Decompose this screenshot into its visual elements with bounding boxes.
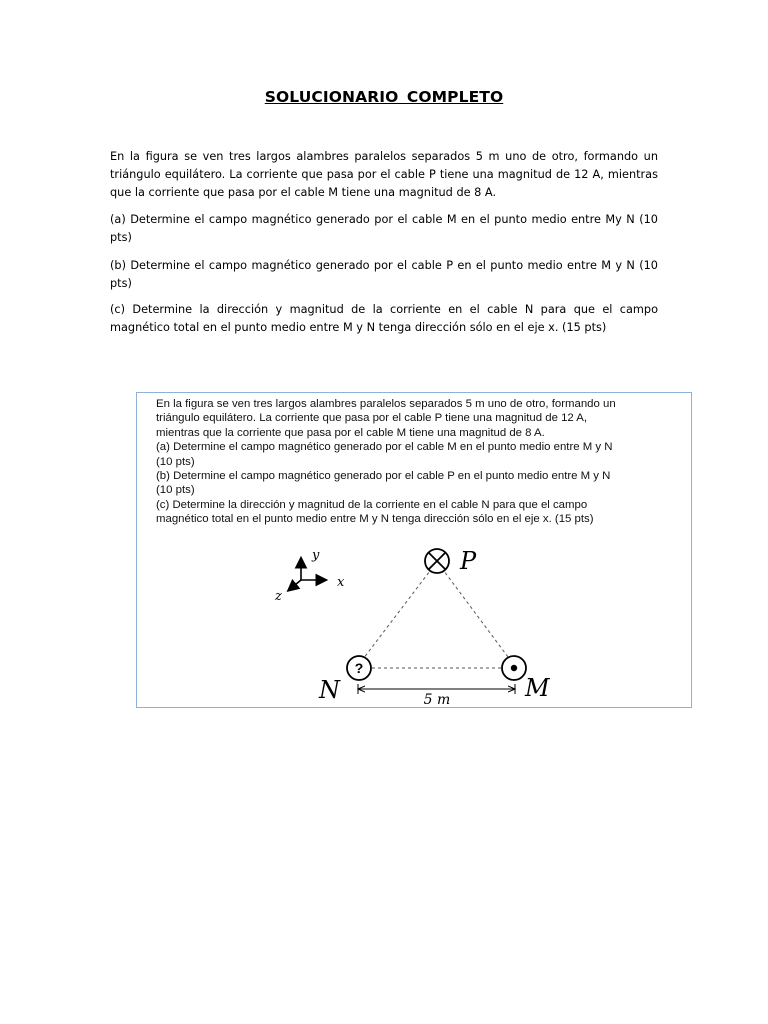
intro-paragraph (110, 148, 658, 202)
axes-icon (289, 559, 325, 590)
y-axis-label: y (312, 548, 320, 563)
figure-line: (10 pts) (156, 455, 195, 468)
document-title: SOLUCIONARIO COMPLETO (264, 88, 504, 106)
question-c (110, 301, 658, 337)
wire-p-label: P (460, 547, 477, 575)
figure-line: mientras que la corriente que pasa por el cable M tiene una magnitud de 8 A. (156, 426, 545, 439)
figure-line: magnético total en el punto medio entre M y N tenga dirección sólo en el eje x. (15 pts) (156, 513, 594, 526)
question-b (110, 257, 658, 293)
edge-pm (438, 563, 511, 661)
figure-line: triángulo equilátero. La corriente que pasa por el cable P tiene una magnitud de 12 A, (156, 412, 588, 425)
question-a-text: (a) Determine el campo magnético generado por el cable M en el punto medio entre My N (10 pts) (110, 213, 658, 244)
figure-line: (a) Determine el campo magnético generado por el cable M en el punto medio entre M y N (156, 441, 613, 454)
wire-m-label: M (525, 674, 550, 702)
wire-n-label: N (319, 676, 340, 704)
question-c-text: (c) Determine la dirección y magnitud de la corriente en el cable N para que el campo magnético total en el punto medio entre M y N tenga dirección sólo en el eje x. (15 pts) (110, 303, 658, 334)
question-b-text: (b) Determine el campo magnético generado por el cable P en el punto medio entre M y N (10 pts) (110, 259, 658, 290)
wire-n-unknown-symbol: ? (354, 660, 364, 676)
z-axis-label: z (275, 589, 282, 604)
figure-line: (c) Determine la dirección y magnitud de la corriente en el cable N para que el campo (156, 498, 588, 511)
distance-label: 5 m (423, 692, 451, 706)
wire-p-into-page-icon (425, 549, 449, 573)
x-axis-label: x (337, 575, 345, 590)
question-a (110, 211, 658, 247)
figure-line: (10 pts) (156, 484, 195, 497)
figure-line: En la figura se ven tres largos alambres paralelos separados 5 m uno de otro, formando un (156, 398, 616, 410)
intro-text: En la figura se ven tres largos alambres paralelos separados 5 m uno de otro, formando un triángulo equilátero. La corriente que pasa por el cable P tiene una magnitud de 12 A, mientras que la corriente que pasa por el cable M tiene una magnitud de 8 A. (110, 150, 658, 199)
wire-m-out-of-page-icon (502, 656, 526, 680)
edge-pn (360, 563, 436, 663)
problem-figure (136, 392, 692, 708)
figure-line: (b) Determine el campo magnético generado por el cable P en el punto medio entre M y N (156, 470, 611, 483)
wire-triangle-diagram (137, 393, 690, 706)
